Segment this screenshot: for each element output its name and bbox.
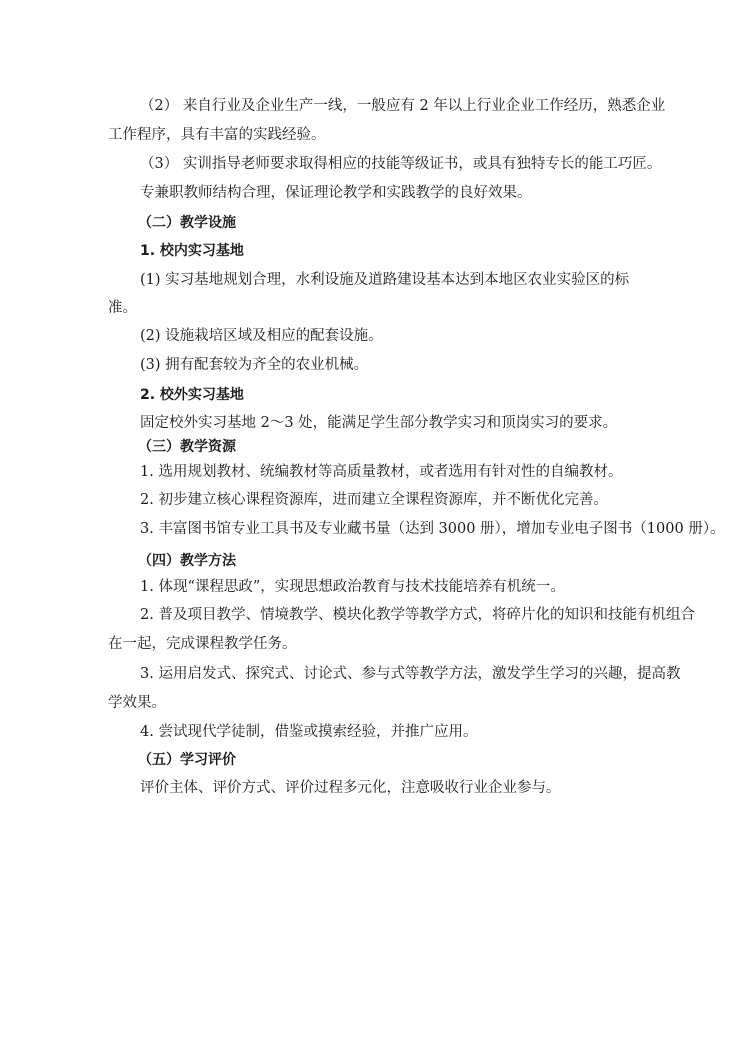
- paragraph-line: 3. 丰富图书馆专业工具书及专业藏书量（达到 3000 册），增加专业电子图书（1000 册）。: [140, 521, 725, 537]
- paragraph-line: 1. 选用规划教材、统编教材等高质量教材，或者选用有针对性的自编教材。: [140, 464, 623, 480]
- subsection-heading: 1. 校内实习基地: [140, 243, 244, 259]
- paragraph-line: 专兼职教师结构合理，保证理论教学和实践教学的良好效果。: [140, 185, 532, 201]
- section-heading: （二）教学设施: [138, 215, 236, 231]
- section-heading: （五）学习评价: [138, 752, 236, 768]
- paragraph-line: 工作程序，具有丰富的实践经验。: [108, 127, 326, 143]
- paragraph-line: （3） 实训指导老师要求取得相应的技能等级证书，或具有独特专长的能工巧匠。: [140, 156, 662, 172]
- section-heading: （三）教学资源: [138, 439, 236, 455]
- paragraph-line: 2. 普及项目教学、情境教学、模块化教学等教学方式，将碎片化的知识和技能有机组合: [140, 607, 695, 623]
- paragraph-line: 4. 尝试现代学徒制，借鉴或摸索经验，并推广应用。: [140, 724, 478, 740]
- paragraph-line: 固定校外实习基地 2～3 处，能满足学生部分教学实习和顶岗实习的要求。: [140, 415, 618, 431]
- paragraph-line: (3) 拥有配套较为齐全的农业机械。: [140, 357, 369, 373]
- paragraph-line: 2. 初步建立核心课程资源库，进而建立全课程资源库，并不断优化完善。: [140, 492, 608, 508]
- subsection-heading: 2. 校外实习基地: [140, 387, 244, 403]
- paragraph-line: 学效果。: [108, 695, 166, 711]
- paragraph-line: 在一起，完成课程教学任务。: [108, 636, 297, 652]
- paragraph-line: 1. 体现“课程思政”，实现思想政治教育与技术技能培养有机统一。: [140, 579, 565, 595]
- paragraph-line: 准。: [108, 300, 137, 316]
- paragraph-line: （2） 来自行业及企业生产一线，一般应有 2 年以上行业企业工作经历，熟悉企业: [140, 98, 666, 114]
- section-heading: （四）教学方法: [138, 553, 236, 569]
- paragraph-line: (2) 设施栽培区域及相应的配套设施。: [140, 328, 383, 344]
- paragraph-line: 评价主体、评价方式、评价过程多元化，注意吸收行业企业参与。: [140, 780, 561, 796]
- paragraph-line: (1) 实习基地规划合理，水利设施及道路建设基本达到本地区农业实验区的标: [140, 272, 630, 288]
- paragraph-line: 3. 运用启发式、探究式、讨论式、参与式等教学方法，激发学生学习的兴趣，提高教: [140, 666, 681, 682]
